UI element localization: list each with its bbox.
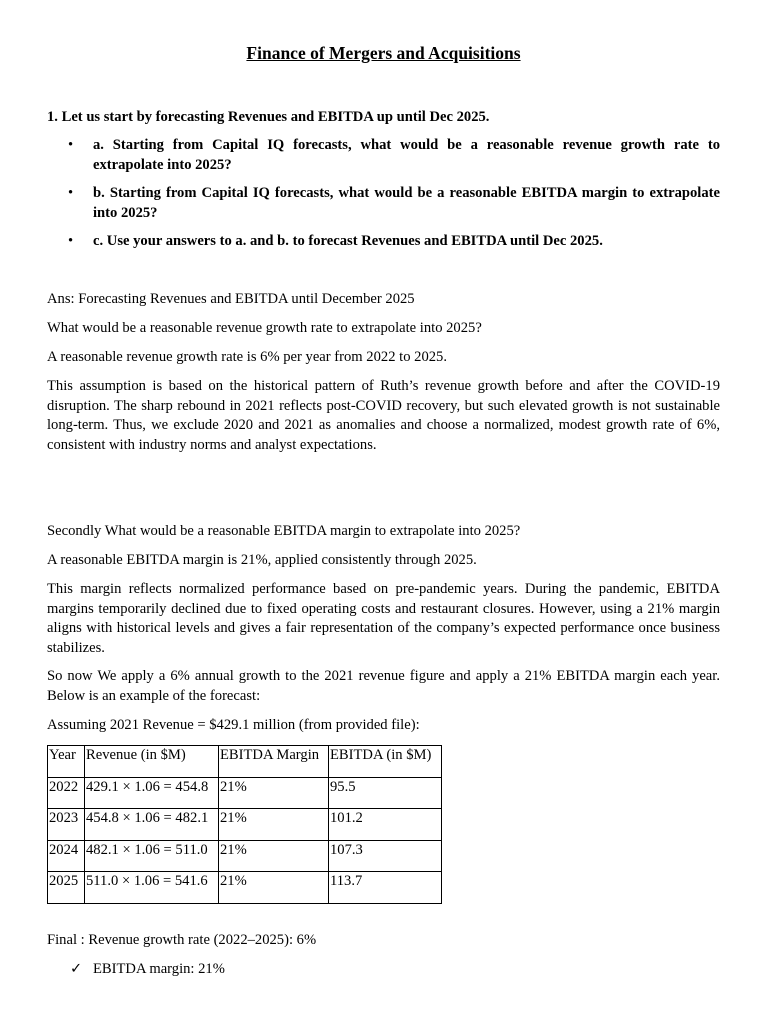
margin-answer: A reasonable EBITDA margin is 21%, applied consistently through 2025. (47, 552, 477, 568)
growth-question: What would be a reasonable revenue growth rate to extrapolate into 2025? (47, 320, 482, 336)
question-item-text: b. Starting from Capital IQ forecasts, what would be a reasonable EBITDA margin to extrapolate into 2025? (93, 185, 720, 221)
check-item (70, 960, 225, 980)
table-cell: 2023 (48, 809, 85, 841)
table-cell: 454.8 × 1.06 = 482.1 (85, 809, 219, 841)
table-cell: 429.1 × 1.06 = 454.8 (85, 777, 219, 809)
question-item-text: a. Starting from Capital IQ forecasts, what would be a reasonable revenue growth rate to extrapolate into 2025? (93, 137, 720, 173)
table-header-row (48, 746, 442, 778)
table-cell: 21% (219, 840, 329, 872)
bullet-icon: • (68, 233, 74, 249)
assumption-text: Assuming 2021 Revenue = $429.1 million (from provided file): (47, 717, 420, 733)
answer-intro: Ans: Forecasting Revenues and EBITDA until December 2025 (47, 291, 415, 307)
table-row (48, 840, 442, 872)
margin-rationale: This margin reflects normalized performance based on pre-pandemic years. During the pandemic, EBITDA margins temporarily declined due to fixed operating costs and restaurant closures. However, using a 21% margin aligns with historical levels and gives a fair representation of the company’s expected performance once business stabilizes. (47, 581, 720, 656)
growth-rationale: This assumption is based on the historical pattern of Ruth’s revenue growth before and after the COVID-19 disruption. The sharp rebound in 2021 reflects post-COVID recovery, but such elevated growth is not sustainable long-term. Thus, we exclude 2020 and 2021 as anomalies and choose a normalized, modest growth rate of 6%, consistent with industry norms and analyst expectations. (47, 378, 720, 453)
table-cell: 511.0 × 1.06 = 541.6 (85, 872, 219, 904)
table-row (48, 872, 442, 904)
apply-text: So now We apply a 6% annual growth to the 2021 revenue figure and apply a 21% EBITDA margin each year. Below is an example of the forecast: (47, 668, 720, 704)
question-list (47, 136, 720, 261)
question-item-text: c. Use your answers to a. and b. to forecast Revenues and EBITDA until Dec 2025. (93, 233, 603, 249)
checkmark-icon: ✓ (70, 961, 83, 977)
table-row (48, 777, 442, 809)
table-cell: 21% (219, 809, 329, 841)
table-cell: 107.3 (329, 840, 442, 872)
question-item-a (47, 136, 720, 175)
document-title: Finance of Mergers and Acquisitions (246, 43, 521, 63)
table-cell: 482.1 × 1.06 = 511.0 (85, 840, 219, 872)
check-item-text: EBITDA margin: 21% (93, 961, 225, 977)
question-item-c (47, 232, 720, 252)
table-cell: 2022 (48, 777, 85, 809)
table-header-cell: EBITDA Margin (219, 746, 329, 778)
forecast-table (47, 745, 442, 904)
table-cell: 2024 (48, 840, 85, 872)
bullet-icon: • (68, 137, 74, 153)
table-cell: 101.2 (329, 809, 442, 841)
growth-answer: A reasonable revenue growth rate is 6% per year from 2022 to 2025. (47, 349, 447, 365)
table-cell: 21% (219, 777, 329, 809)
table-cell: 21% (219, 872, 329, 904)
final-summary: Final : Revenue growth rate (2022–2025): 6% (47, 932, 317, 948)
table-cell: 2025 (48, 872, 85, 904)
table-row (48, 809, 442, 841)
table-header-cell: Year (48, 746, 85, 778)
table-header-cell: Revenue (in $M) (85, 746, 219, 778)
table-header-cell: EBITDA (in $M) (329, 746, 442, 778)
question-item-b (47, 184, 720, 223)
margin-question: Secondly What would be a reasonable EBITDA margin to extrapolate into 2025? (47, 523, 521, 539)
bullet-icon: • (68, 185, 74, 201)
table-cell: 113.7 (329, 872, 442, 904)
question-heading: 1. Let us start by forecasting Revenues and EBITDA up until Dec 2025. (47, 109, 490, 125)
table-cell: 95.5 (329, 777, 442, 809)
